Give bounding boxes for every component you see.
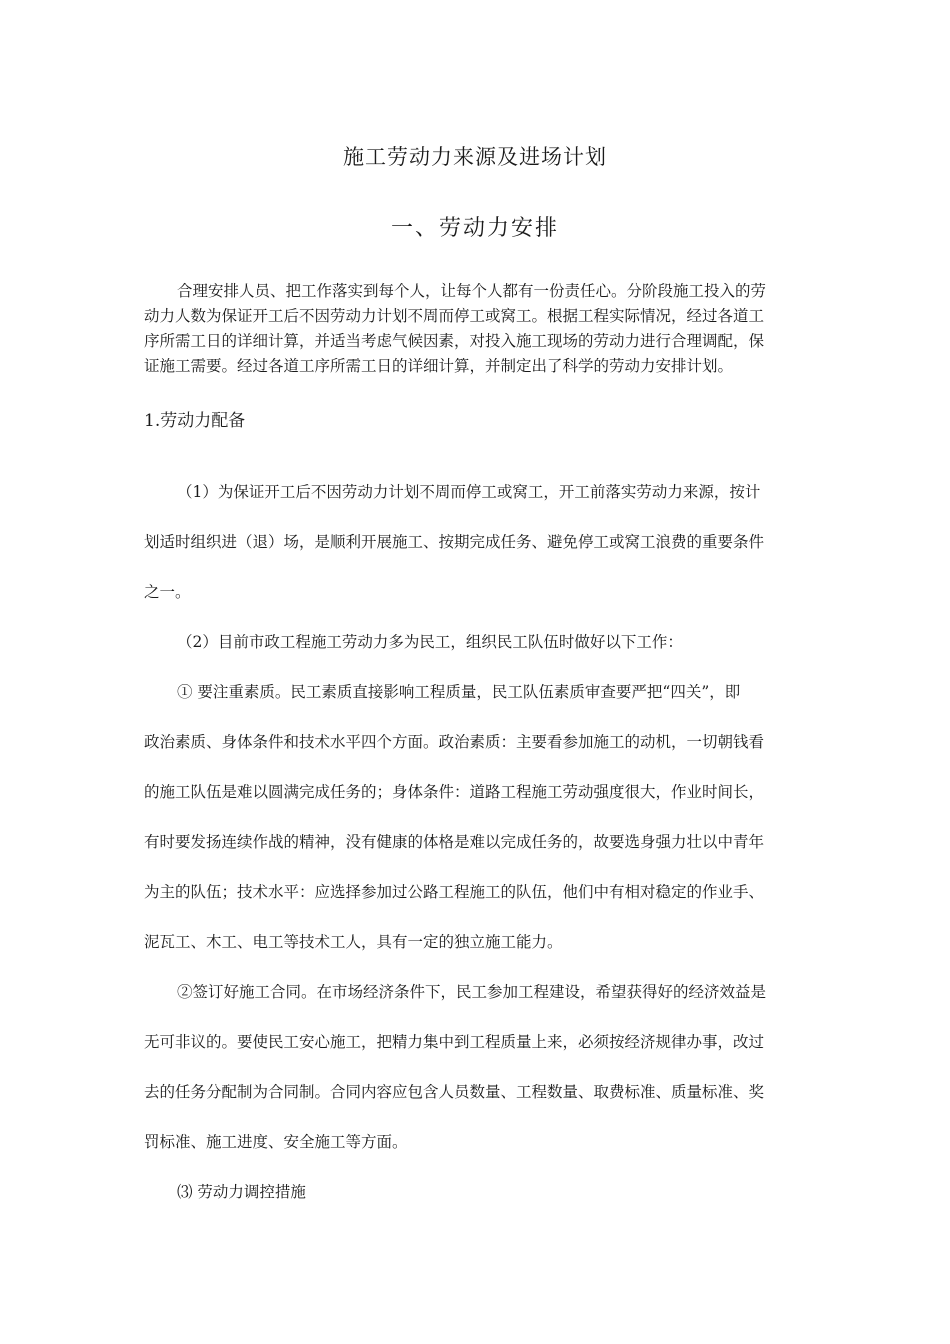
intro-line: 序所需工日的详细计算，并适当考虑气候因素，对投入施工现场的劳动力进行合理调配，保 xyxy=(144,332,765,350)
point1-line: 的施工队伍是难以圆满完成任务的；身体条件：道路工程施工劳动强度很大，作业时间长， xyxy=(144,783,765,801)
item3-line: ⑶ 劳动力调控措施 xyxy=(177,1183,306,1201)
point1-line: 有时要发扬连续作战的精神，没有健康的体格是难以完成任务的，故要选身强力壮以中青年 xyxy=(144,833,765,851)
point2-line: 罚标准、施工进度、安全施工等方面。 xyxy=(144,1133,408,1151)
point1-line: 为主的队伍；技术水平：应选择参加过公路工程施工的队伍，他们中有相对稳定的作业手、 xyxy=(144,883,765,901)
subheading: 1.劳动力配备 xyxy=(144,411,246,431)
item1-line: 之一。 xyxy=(144,583,191,601)
section-title: 一、劳动力安排 xyxy=(390,216,559,241)
item1-line: 划适时组织进（退）场，是顺利开展施工、按期完成任务、避免停工或窝工浪费的重要条件 xyxy=(144,533,765,551)
point2-line: 无可非议的。要使民工安心施工，把精力集中到工程质量上来，必须按经济规律办事，改过 xyxy=(144,1033,765,1051)
point2-line: 去的任务分配制为合同制。合同内容应包含人员数量、工程数量、取费标准、质量标准、奖 xyxy=(144,1083,765,1101)
item2-line: （2）目前市政工程施工劳动力多为民工，组织民工队伍时做好以下工作： xyxy=(177,633,683,651)
item1-line: （1）为保证开工后不因劳动力计划不周而停工或窝工，开工前落实劳动力来源，按计 xyxy=(177,483,761,501)
intro-line: 合理安排人员、把工作落实到每个人，让每个人都有一份责任心。分阶段施工投入的劳 xyxy=(177,282,767,300)
point1-line: 政治素质、身体条件和技术水平四个方面。政治素质：主要看参加施工的动机，一切朝钱看 xyxy=(144,733,765,751)
document-title: 施工劳动力来源及进场计划 xyxy=(343,145,607,169)
point1-line: 泥瓦工、木工、电工等技术工人，具有一定的独立施工能力。 xyxy=(144,933,563,951)
intro-line: 证施工需要。经过各道工序所需工日的详细计算，并制定出了科学的劳动力安排计划。 xyxy=(144,357,734,375)
intro-line: 动力人数为保证开工后不因劳动力计划不周而停工或窝工。根据工程实际情况，经过各道工 xyxy=(144,307,765,325)
point2-line: ②签订好施工合同。在市场经济条件下，民工参加工程建设，希望获得好的经济效益是 xyxy=(177,983,767,1001)
point1-line: ① 要注重素质。民工素质直接影响工程质量，民工队伍素质审查要严把“四关”，即 xyxy=(177,683,741,701)
